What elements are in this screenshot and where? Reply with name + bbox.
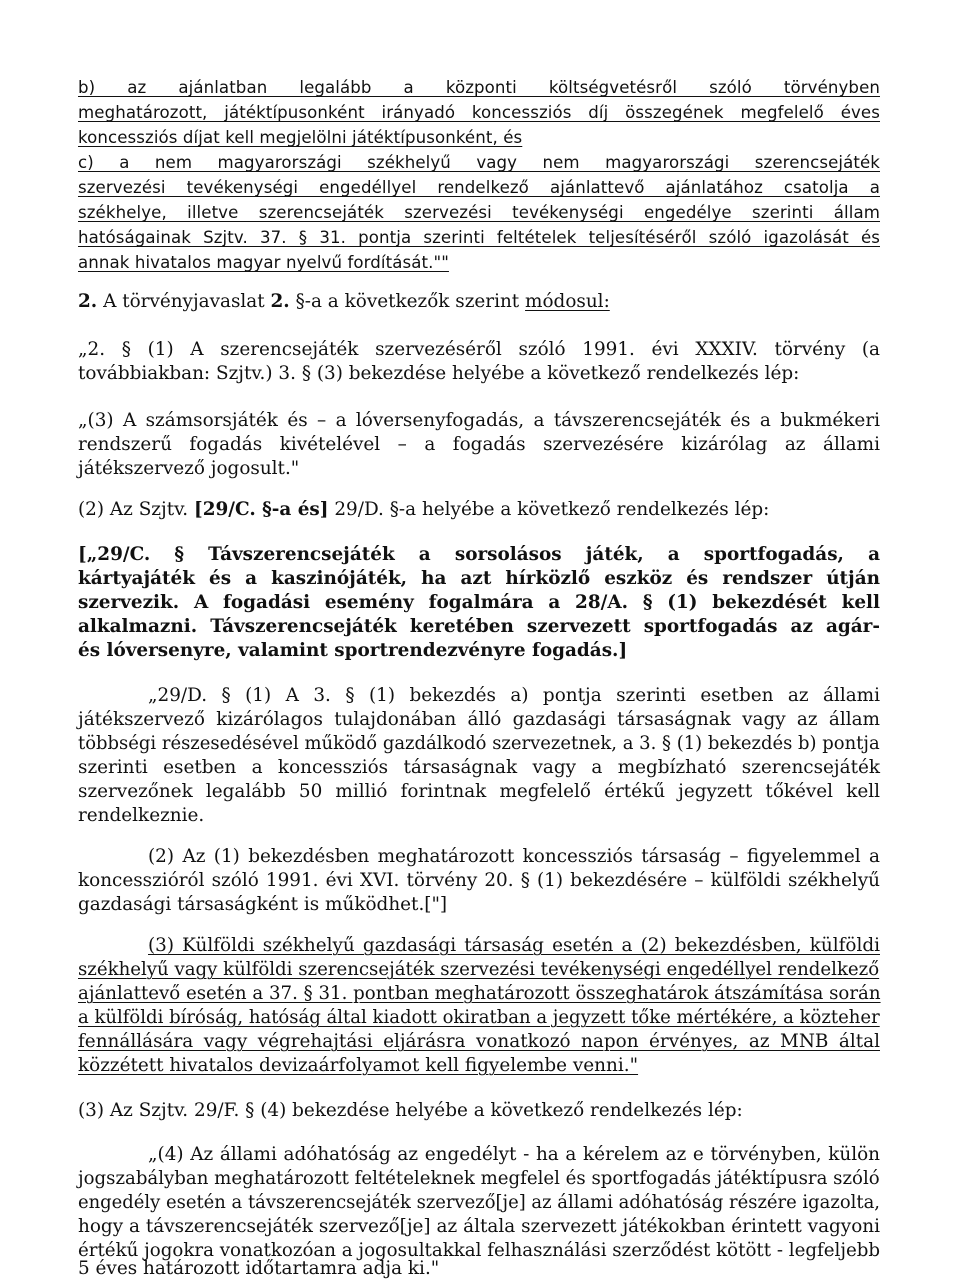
amendment-point-b-line: koncessziós díjat kell megjelölni játéktípusonként, és bbox=[78, 128, 523, 147]
provision-line: rendelkeznie. bbox=[78, 805, 205, 826]
provision-line: koncesszióról szóló 1991. évi XVI. törvény 20. § (1) bekezdésére – külföldi székhelyű bbox=[78, 870, 880, 891]
provision-line: gazdasági társaságként is működhet.["] bbox=[78, 894, 448, 915]
inserted-provision-line: ajánlattevő esetén a 37. § 31. pontban meghatározott összeghatárok átszámítása során bbox=[78, 983, 881, 1004]
provision-line: szerinti esetben a koncessziós társaságnak vagy a megbízható szerencsejáték bbox=[78, 757, 880, 778]
deleted-text: [29/C. §-a és] bbox=[194, 499, 329, 520]
quoted-provision-line: játékszervező jogosult." bbox=[78, 458, 300, 479]
amendment-point-c-line: hatóságainak Szjtv. 37. § 31. pontja szerinti feltételek teljesítéséről szóló igazolását és bbox=[78, 228, 880, 247]
section-heading: 2. A törvényjavaslat 2. §-a a következők szerint módosul: bbox=[78, 291, 610, 312]
inserted-provision-line: fennállására vagy végrehajtási eljárásra vonatkozó napon érvényes, az MNB által bbox=[78, 1031, 880, 1052]
amendment-text-line: továbbiakban: Szjtv.) 3. § (3) bekezdése helyébe a következő rendelkezés lép: bbox=[78, 363, 800, 384]
amendment-point-c-line: székhelye, illetve szerencsejáték szervezési tevékenységi engedélye szerinti állam bbox=[78, 203, 880, 222]
quoted-provision-line: engedély esetén a távszerencsejáték szervező[je] az állami adóhatóság részére igazolta, bbox=[78, 1192, 880, 1213]
amendment-point-c-line: c) a nem magyarországi székhelyű vagy nem magyarországi szerencsejáték bbox=[78, 153, 880, 172]
amendment-point-c-line: annak hivatalos magyar nyelvű fordítását."" bbox=[78, 253, 449, 272]
inserted-provision-line: a külföldi bíróság, hatóság által kiadott okiratban a jegyzett tőke mértékére, a közteher bbox=[78, 1007, 880, 1028]
provision-line: szervezőnek legalább 50 millió forintnak megfelelő értékű jegyzett tőkével kell bbox=[78, 781, 880, 802]
quoted-provision-line: jogszabályban meghatározott feltételeknek megfelel és sportfogadás játéktípusra szóló bbox=[78, 1168, 880, 1189]
provision-line: játékszervező kizárólagos tulajdonában álló gazdasági társaságnak vagy az állam bbox=[78, 709, 880, 730]
deleted-provision-line: alkalmazni. Távszerencsejáték keretében szervezett sportfogadás az agár- bbox=[78, 616, 880, 637]
amendment-point-c-line: szervezési tevékenységi engedéllyel rendelkező ajánlattevő ajánlatához csatolja a bbox=[78, 178, 880, 197]
amendment-text-line: „2. § (1) A szerencsejáték szervezéséről szóló 1991. évi XXXIV. törvény (a bbox=[78, 339, 880, 360]
inserted-provision-line: székhelyű vagy külföldi szerencsejáték szervezési tevékenységi engedéllyel rendelkező bbox=[78, 959, 880, 980]
provision-line: (2) Az (1) bekezdésben meghatározott koncessziós társaság – figyelemmel a bbox=[148, 846, 880, 867]
quoted-provision-line: hogy a távszerencsejáték szervező[je] az általa szervezett játékokban érintett vagyoni bbox=[78, 1216, 880, 1237]
deleted-provision-line: és lóversenyre, valamint sportrendezvényre fogadás.] bbox=[78, 640, 628, 661]
quoted-provision-line: értékű jogokra vonatkozóan a jogosultakkal felhasználási szerződést kötött - legfeljebb bbox=[78, 1240, 881, 1261]
provision-line: „29/D. § (1) A 3. § (1) bekezdés a) pontja szerinti esetben az állami bbox=[148, 685, 880, 706]
amendment-text-line: (3) Az Szjtv. 29/F. § (4) bekezdése helyébe a következő rendelkezés lép: bbox=[78, 1100, 743, 1121]
inserted-provision-line: közzétett hivatalos devizaárfolyamot kell figyelembe venni." bbox=[78, 1055, 639, 1076]
quoted-provision-line: „(3) A számsorsjáték és – a lóversenyfogadás, a távszerencsejáték és a bukmékeri bbox=[78, 410, 880, 431]
amendment-text-line: (2) Az Szjtv. [29/C. §-a és] 29/D. §-a helyébe a következő rendelkezés lép: bbox=[78, 499, 770, 520]
section-number: 2. bbox=[78, 291, 98, 312]
quoted-provision-line: „(4) Az állami adóhatóság az engedélyt - ha a kérelem az e törvényben, külön bbox=[148, 1144, 880, 1165]
deleted-provision-line: kártyajáték és a kaszinójáték, ha azt hírközlő eszköz és rendszer útján bbox=[78, 568, 880, 589]
amendment-point-b-line: b) az ajánlatban legalább a központi költségvetésről szóló törvényben bbox=[78, 78, 880, 97]
quoted-provision-line: rendszerű fogadás kivételével – a fogadás szervezésére kizárólag az állami bbox=[78, 434, 880, 455]
deleted-provision-line: szervezik. A fogadási esemény fogalmára a 28/A. § (1) bekezdését kell bbox=[78, 592, 880, 613]
quoted-provision-line: 5 éves határozott időtartamra adja ki." bbox=[78, 1258, 440, 1279]
amendment-point-b-line: meghatározott, játéktípusonként irányadó koncessziós díj összegének megfelelő éves bbox=[78, 103, 880, 122]
provision-line: többségi részesedésével működő gazdálkodó szervezetnek, a 3. § (1) bekezdés b) pontja bbox=[78, 733, 880, 754]
inserted-provision-line: (3) Külföldi székhelyű gazdasági társaság esetén a (2) bekezdésben, külföldi bbox=[148, 935, 880, 956]
deleted-provision-line: [„29/C. § Távszerencsejáték a sorsolásos játék, a sportfogadás, a bbox=[78, 544, 880, 565]
